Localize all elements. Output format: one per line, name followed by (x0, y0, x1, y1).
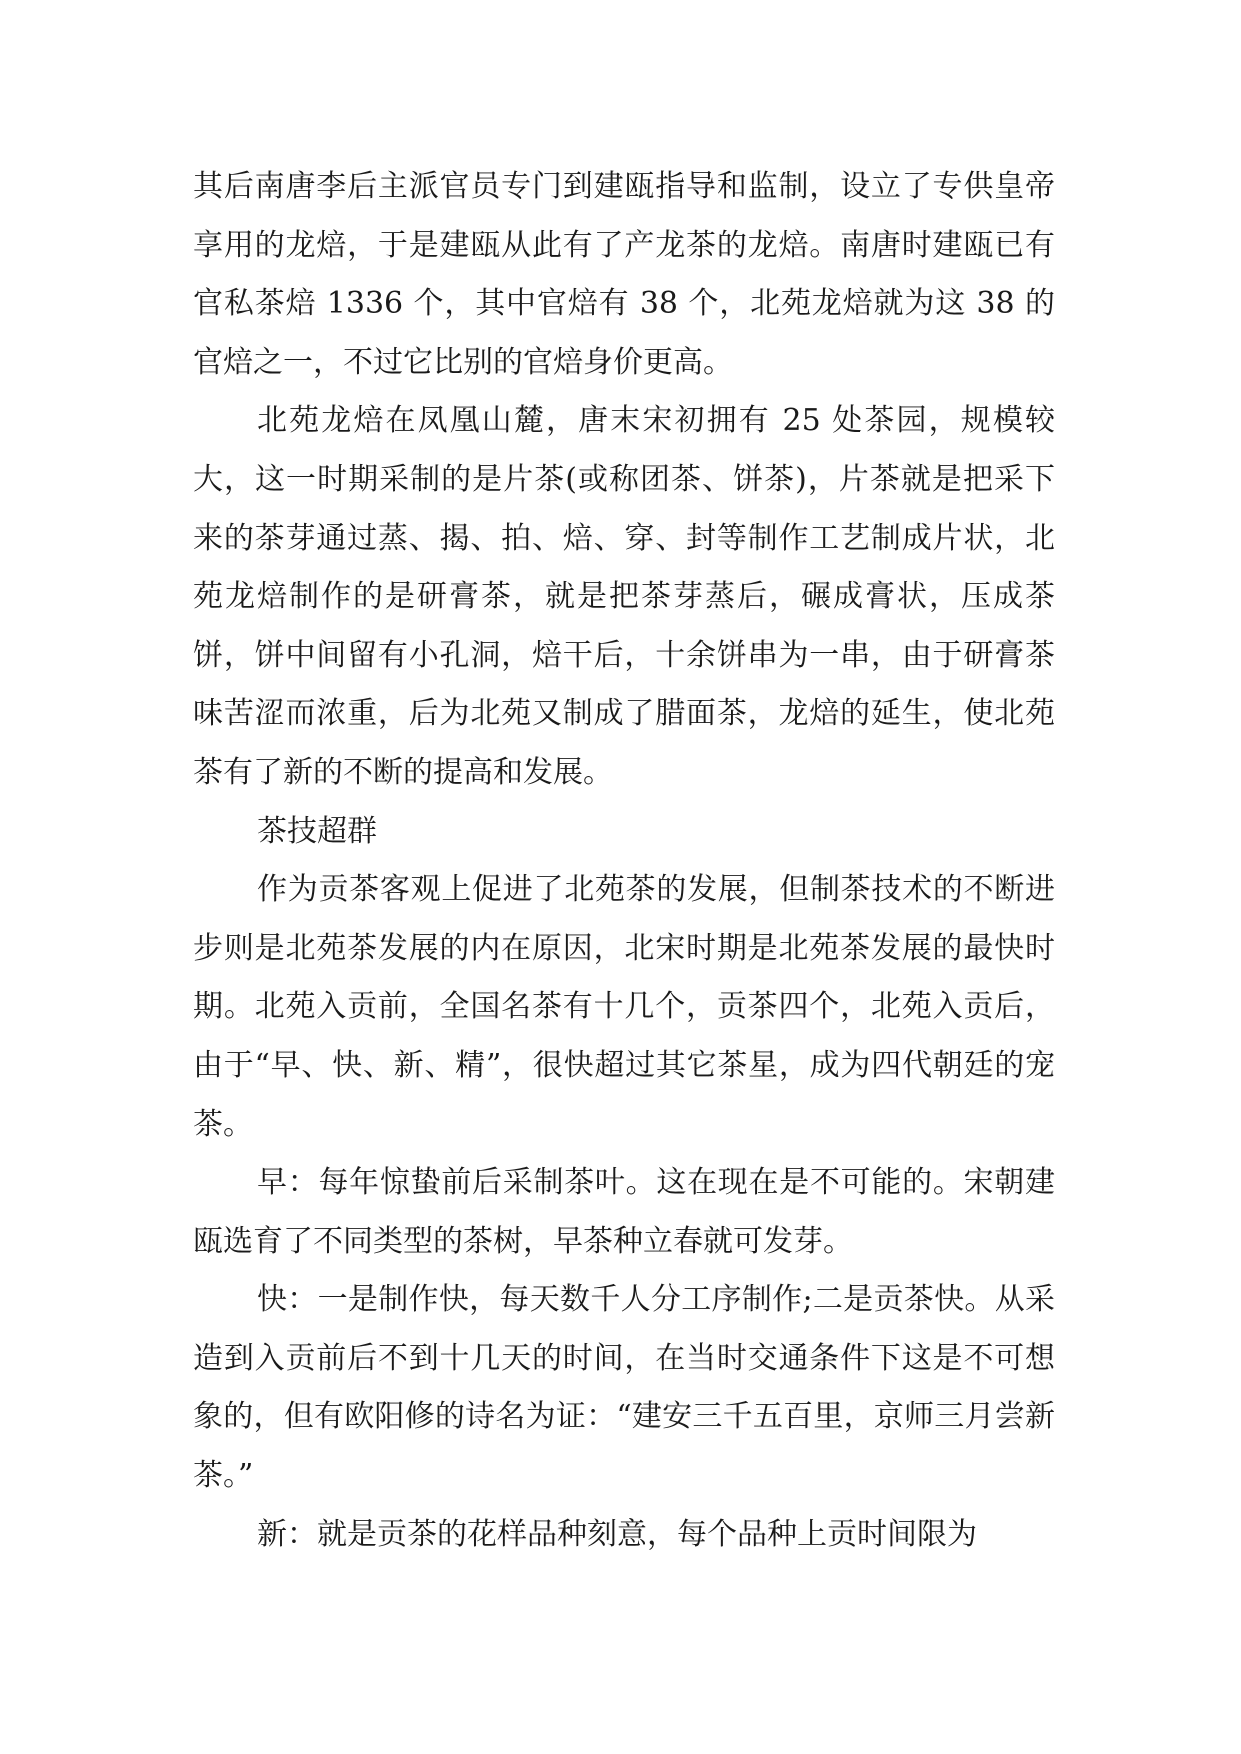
paragraph-beiyuan-longbei: 北苑龙焙在凤凰山麓，唐末宋初拥有 25 处茶园，规模较大，这一时期采制的是片茶(或称团茶、饼茶)，片茶就是把采下来的茶芽通过蒸、揭、拍、焙、穿、封等制作工艺制成片状，北苑龙焙制作的是研膏茶，就是把茶芽蒸后，碾成膏状，压成茶饼，饼中间留有小孔洞，焙干后，十余饼串为一串，由于研膏茶味苦涩而浓重，后为北苑又制成了腊面茶，龙焙的延生，使北苑茶有了新的不断的提高和发展。 (193, 403, 1055, 790)
paragraph-tribute-tea: 作为贡茶客观上促进了北苑茶的发展，但制茶技术的不断进步则是北苑茶发展的内在原因，北宋时期是北苑茶发展的最快时期。北苑入贡前，全国名茶有十几个，贡茶四个，北苑入贡后，由于“早、快、新、精”，很快超过其它茶星，成为四代朝廷的宠茶。 (193, 872, 1055, 1142)
paragraph-fast: 快：一是制作快，每天数千人分工序制作;二是贡茶快。从采造到入贡前后不到十几天的时间，在当时交通条件下这是不可想象的，但有欧阳修的诗名为证：“建安三千五百里，京师三月尝新茶。” (193, 1282, 1055, 1494)
section-heading: 茶技超群 (257, 813, 377, 849)
paragraph-new: 新：就是贡茶的花样品种刻意，每个品种上贡时间限为 (257, 1516, 977, 1552)
paragraph-early: 早：每年惊蛰前后采制茶叶。这在现在是不可能的。宋朝建瓯选育了不同类型的茶树，早茶种立春就可发芽。 (193, 1165, 1055, 1259)
paragraph-intro-continuation: 其后南唐李后主派官员专门到建瓯指导和监制，设立了专供皇帝享用的龙焙，于是建瓯从此有了产龙茶的龙焙。南唐时建瓯已有官私茶焙 1336 个，其中官焙有 38 个，北苑龙焙就为这 38 的官焙之一，不过它比别的官焙身价更高。 (193, 169, 1055, 380)
document-body (193, 158, 1055, 1564)
